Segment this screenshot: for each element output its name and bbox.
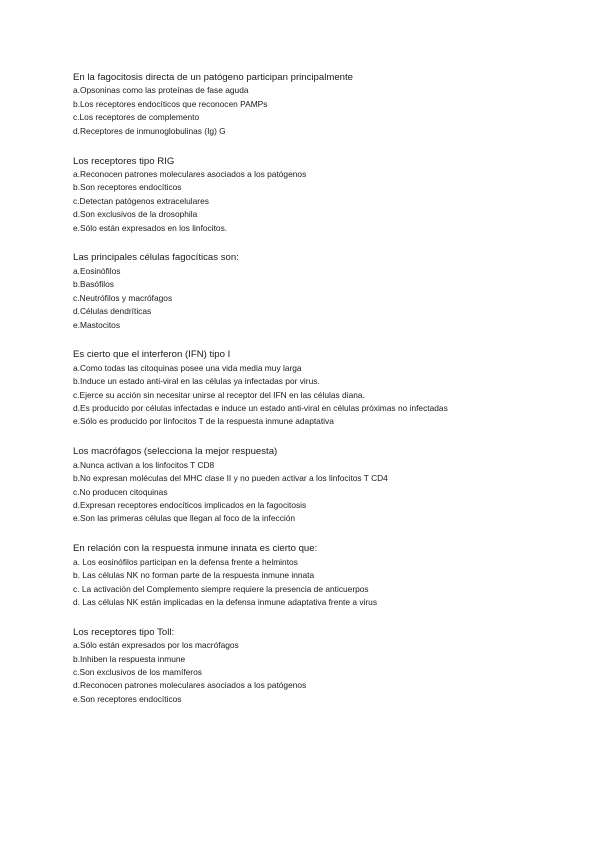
answer-option: e.Mastocitos — [73, 319, 121, 330]
question-text: Es cierto que el interferon (IFN) tipo I — [73, 349, 231, 361]
question-block — [73, 155, 513, 235]
answer-option: d.Receptores de inmunoglobulinas (Ig) G — [73, 125, 226, 136]
answer-option: d. Las células NK están implicadas en la defensa inmune adaptativa frente a virus — [73, 596, 378, 607]
answer-option: d.Es producido por células infectadas e induce un estado anti-viral en células próximas no infectadas — [73, 403, 448, 414]
answer-option: c.Los receptores de complemento — [73, 112, 200, 123]
answer-options — [73, 639, 513, 706]
answer-options — [73, 459, 513, 526]
answer-option: c.Detectan patógenos extracelulares — [73, 195, 209, 206]
answer-option: b.Son receptores endocíticos — [73, 182, 182, 193]
answer-option: e.Sólo están expresados en los linfocitos. — [73, 222, 228, 233]
answer-option: c. La activación del Complemento siempre requiere la presencia de anticuerpos — [73, 583, 369, 594]
answer-option: b.Los receptores endocíticos que reconocen PAMPs — [73, 98, 268, 109]
question-text: Los macrófagos (selecciona la mejor respuesta) — [73, 446, 278, 458]
answer-option: a.Como todas las citoquinas posee una vida media muy larga — [73, 362, 302, 373]
answer-options — [73, 84, 513, 138]
answer-option: c.Ejerce su acción sin necesitar unirse al receptor del IFN en las células diana. — [73, 389, 365, 400]
answer-option: a.Sólo están expresados por los macrófagos — [73, 640, 239, 651]
answer-option: d.Células dendríticas — [73, 306, 152, 317]
question-block — [73, 71, 513, 138]
answer-option: a.Nunca activan a los linfocitos T CD8 — [73, 459, 215, 470]
question-block — [73, 251, 513, 331]
question-text: En la fagocitosis directa de un patógeno participan principalmente — [73, 72, 353, 83]
answer-options — [73, 362, 513, 429]
question-text: Las principales células fagocíticas son: — [73, 252, 239, 264]
answer-option: a.Opsoninas como las proteínas de fase aguda — [73, 85, 249, 96]
question-block — [73, 626, 513, 706]
answer-option: e.Sólo es producido por linfocitos T de la respuesta inmune adaptativa — [73, 416, 334, 427]
answer-option: a. Los eosinófilos participan en la defensa frente a helmintos — [73, 556, 298, 567]
question-text: Los receptores tipo Toll: — [73, 626, 175, 638]
answer-options — [73, 556, 513, 610]
answer-option: c.Neutrófilos y macrófagos — [73, 292, 173, 303]
answer-option: b.Inhiben la respuesta inmune — [73, 653, 186, 664]
question-block — [73, 542, 513, 609]
answer-option: b.Induce un estado anti-viral en las células ya infectadas por virus. — [73, 376, 320, 387]
answer-option: e.Son las primeras células que llegan al foco de la infección — [73, 513, 296, 524]
question-list — [73, 71, 513, 723]
question-block — [73, 445, 513, 525]
question-text: En relación con la respuesta inmune innata es cierto que: — [73, 543, 318, 555]
question-block — [73, 348, 513, 428]
answer-option: c.No producen citoquinas — [73, 486, 168, 497]
answer-options — [73, 168, 513, 235]
answer-option: b.No expresan moléculas del MHC clase II y no pueden activar a los linfocitos T CD4 — [73, 473, 388, 484]
answer-option: e.Son receptores endocíticos — [73, 693, 182, 704]
answer-option: a.Reconocen patrones moleculares asociados a los patógenos — [73, 168, 307, 179]
answer-option: a.Eosinófilos — [73, 265, 121, 276]
question-text: Los receptores tipo RIG — [73, 155, 175, 167]
answer-option: c.Son exclusivos de los mamíferos — [73, 667, 202, 678]
answer-option: b.Basófilos — [73, 279, 114, 290]
answer-option: d.Expresan receptores endocíticos implicados en la fagocitosis — [73, 499, 307, 510]
answer-option: b. Las células NK no forman parte de la respuesta inmune innata — [73, 570, 315, 581]
answer-option: d.Reconocen patrones moleculares asociados a los patógenos — [73, 680, 307, 691]
answer-options — [73, 265, 513, 332]
answer-option: d.Son exclusivos de la drosophila — [73, 209, 198, 220]
